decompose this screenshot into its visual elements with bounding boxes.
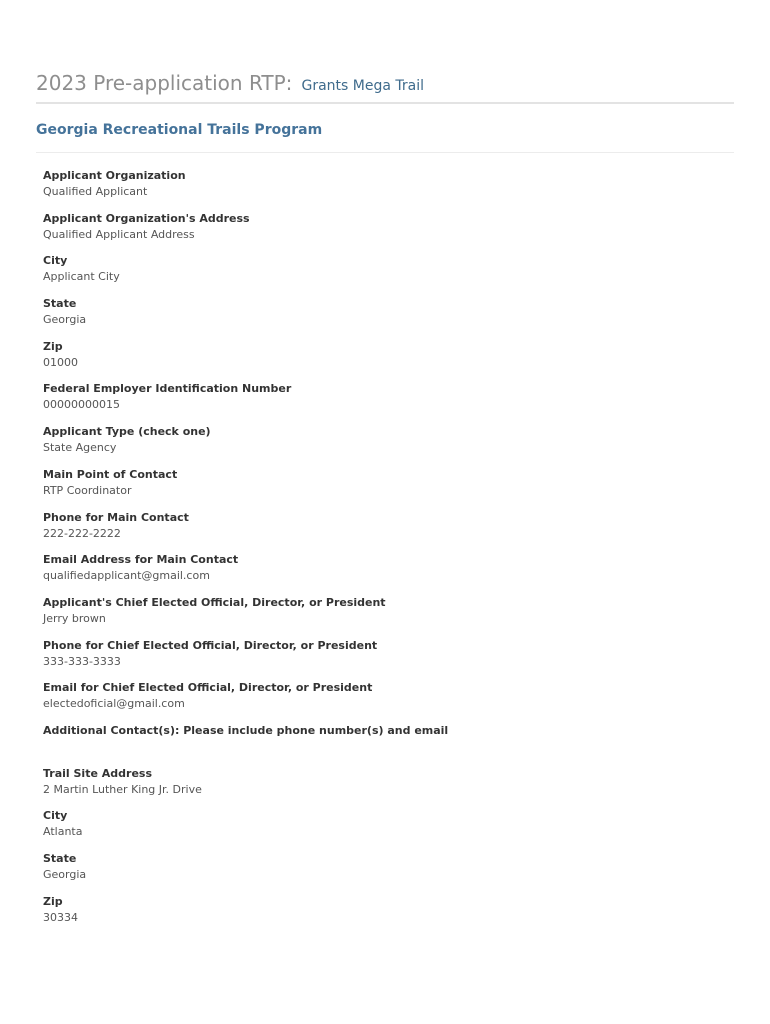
- field-label: Applicant Type (check one): [43, 425, 211, 439]
- page-title: 2023 Pre-application RTP:: [36, 71, 293, 95]
- section-title: Georgia Recreational Trails Program: [36, 120, 734, 153]
- field-main-contact: [43, 467, 723, 510]
- field-value: 30334: [43, 910, 78, 924]
- field-label: Email for Chief Elected Official, Director, or President: [43, 681, 373, 695]
- field-trail-site-address: [43, 766, 723, 809]
- field-additional-contacts: [43, 723, 723, 766]
- field-value: Applicant City: [43, 270, 120, 284]
- field-chief-official-phone: [43, 638, 723, 681]
- field-applicant-city: [43, 253, 723, 296]
- field-label: Federal Employer Identification Number: [43, 382, 292, 396]
- field-fein: [43, 381, 723, 424]
- field-chief-official-email: [43, 680, 723, 723]
- field-label: Zip: [43, 894, 63, 908]
- field-value: [43, 739, 723, 754]
- field-trail-city: [43, 808, 723, 851]
- field-label: Email Address for Main Contact: [43, 553, 239, 567]
- page-subtitle: Grants Mega Trail: [301, 78, 425, 94]
- field-trail-state: [43, 851, 723, 894]
- field-main-contact-email: [43, 552, 723, 595]
- field-label: Main Point of Contact: [43, 467, 178, 481]
- field-label: State: [43, 852, 77, 865]
- field-value: 00000000015: [43, 398, 120, 412]
- field-label: State: [43, 297, 77, 311]
- application-fields: [43, 168, 723, 936]
- field-value: 2 Martin Luther King Jr. Drive: [43, 782, 202, 796]
- field-value: Qualified Applicant: [43, 185, 148, 198]
- field-value: State Agency: [43, 441, 117, 455]
- field-value: RTP Coordinator: [43, 483, 132, 497]
- field-applicant-organization: [43, 168, 723, 211]
- page-header: [36, 71, 734, 104]
- field-value: electedoficial@gmail.com: [43, 697, 185, 711]
- field-value: qualifiedapplicant@gmail.com: [43, 569, 210, 583]
- field-applicant-address: [43, 211, 723, 254]
- field-value: 333-333-3333: [43, 654, 121, 668]
- field-value: Qualified Applicant Address: [43, 227, 195, 241]
- field-value: Jerry brown: [43, 611, 106, 625]
- field-value: 222-222-2222: [43, 526, 121, 540]
- field-applicant-zip: [43, 339, 723, 382]
- field-label: Applicant's Chief Elected Official, Director, or President: [43, 595, 386, 609]
- field-trail-zip: [43, 894, 723, 937]
- field-label: City: [43, 254, 68, 268]
- field-label: Additional Contact(s): Please include phone number(s) and email: [43, 723, 449, 737]
- field-value: 01000: [43, 355, 78, 369]
- field-label: Phone for Main Contact: [43, 510, 189, 524]
- field-label: Applicant Organization's Address: [43, 211, 250, 225]
- field-chief-official: [43, 595, 723, 638]
- field-label: City: [43, 809, 68, 823]
- field-value: Georgia: [43, 313, 87, 327]
- field-value: Georgia: [43, 868, 87, 881]
- field-applicant-state: [43, 296, 723, 339]
- field-main-contact-phone: [43, 510, 723, 553]
- field-label: Applicant Organization: [43, 169, 186, 182]
- field-value: Atlanta: [43, 825, 83, 839]
- field-label: Zip: [43, 339, 63, 353]
- field-label: Phone for Chief Elected Official, Director, or President: [43, 638, 378, 652]
- field-applicant-type: [43, 424, 723, 467]
- field-label: Trail Site Address: [43, 766, 152, 780]
